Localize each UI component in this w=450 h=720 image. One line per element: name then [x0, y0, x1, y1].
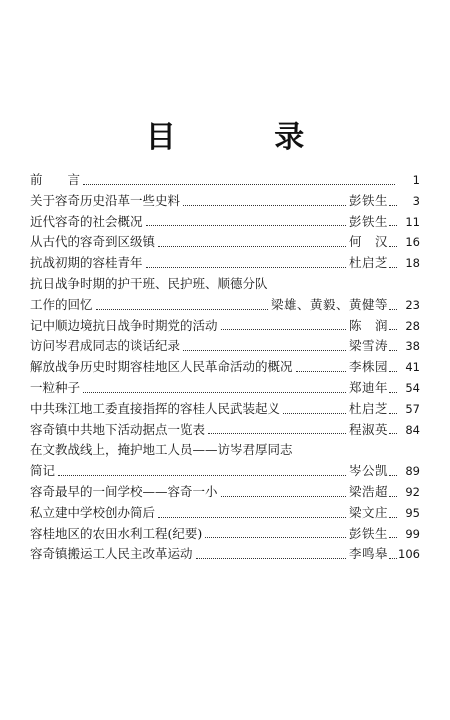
- dot-leader: [96, 309, 268, 310]
- dot-leader: [389, 350, 397, 351]
- toc-entry: [30, 274, 420, 295]
- toc-entry-title: 记中顺边境抗日战争时期党的活动: [30, 317, 218, 333]
- toc-entry-title: 容桂地区的农田水利工程(纪要): [30, 525, 203, 541]
- dot-leader: [296, 371, 346, 372]
- toc-entry-author: 梁浩超: [348, 483, 388, 499]
- dot-leader: [389, 371, 397, 372]
- toc-entry-title: 私立建中学校创办简后: [30, 504, 156, 520]
- toc-entry: [30, 524, 420, 545]
- page-title: 目 录: [145, 120, 349, 155]
- toc-entry: [30, 461, 420, 482]
- toc-entry-author: 郑迪年: [348, 379, 388, 395]
- toc-entry-title: 访问岑君成同志的谈话纪录: [30, 338, 181, 354]
- dot-leader: [205, 537, 346, 538]
- dot-leader: [389, 392, 397, 393]
- dot-leader: [221, 496, 346, 497]
- toc-entry: [30, 316, 420, 337]
- dot-leader: [389, 475, 397, 476]
- toc-entry-title: 关于容奇历史沿革一些史料: [30, 192, 181, 208]
- dot-leader: [58, 475, 346, 476]
- toc-entry-author: 岑公凯: [348, 463, 388, 479]
- toc-entry-title: 解放战争历史时期容桂地区人民革命活动的概况: [30, 359, 293, 375]
- toc-entry-author: 陈 润: [348, 317, 388, 333]
- dot-leader: [389, 496, 397, 497]
- toc-entry: [30, 191, 420, 212]
- toc-entry: [30, 295, 420, 316]
- toc-entry-page: 18: [405, 256, 420, 271]
- dot-leader: [283, 413, 346, 414]
- dot-leader: [196, 558, 346, 559]
- toc-entry-author: 彭铁生: [348, 213, 388, 229]
- toc-entry: [30, 399, 420, 420]
- dot-leader: [83, 392, 346, 393]
- toc-entry: [30, 378, 420, 399]
- toc-entry-title: 抗战初期的容桂青年: [30, 255, 143, 271]
- toc-entry-page: 84: [405, 422, 420, 437]
- toc-entry-title: 近代容奇的社会概况: [30, 213, 143, 229]
- dot-leader: [389, 246, 397, 247]
- toc-entry-page: 23: [405, 297, 420, 312]
- toc-entry-author: 彭铁生: [348, 192, 388, 208]
- toc-entry-title: 中共珠江地工委直接指挥的容桂人民武装起义: [30, 400, 281, 416]
- toc-entry: [30, 232, 420, 253]
- toc-entry: [30, 503, 420, 524]
- toc-entry-author: 彭铁生: [348, 525, 388, 541]
- dot-leader: [389, 517, 397, 518]
- dot-leader: [389, 537, 397, 538]
- dot-leader: [146, 267, 346, 268]
- toc-entry-page: 11: [405, 214, 420, 229]
- toc-entry-title: 抗日战争时期的护干班、民护班、顺德分队: [30, 275, 268, 291]
- toc-entry-page: 57: [405, 401, 420, 416]
- toc-entry-title: 前 言: [30, 172, 81, 187]
- toc-entry-page: 41: [405, 360, 420, 375]
- toc-entry-page: 89: [405, 464, 420, 479]
- toc-entry-author: 梁文庄: [348, 504, 388, 520]
- toc-entry: [30, 420, 420, 441]
- dot-leader: [389, 329, 397, 330]
- dot-leader: [389, 309, 397, 310]
- toc-entry-author: 杜启芝: [348, 400, 388, 416]
- toc-entry: [30, 544, 420, 565]
- toc-entry: [30, 212, 420, 233]
- dot-leader: [83, 184, 395, 185]
- toc-entry-title: 从古代的容奇到区级镇: [30, 234, 156, 250]
- dot-leader: [389, 267, 397, 268]
- toc-entry-page: 95: [405, 505, 420, 520]
- toc-entry: [30, 357, 420, 378]
- toc-entry-author: 李株园: [348, 359, 388, 375]
- toc-entry-page: 16: [405, 235, 420, 250]
- toc-entry-title: 工作的回忆: [30, 296, 93, 312]
- dot-leader: [183, 205, 346, 206]
- dot-leader: [221, 329, 346, 330]
- toc-entry-author: 梁雄、黄毅、黄健等: [270, 296, 388, 312]
- toc-entry-page: 92: [405, 484, 420, 499]
- toc-entry-page: 54: [405, 380, 420, 395]
- toc-entry-title: 容奇最早的一间学校——容奇一小: [30, 483, 218, 499]
- toc-entry-author: 杜启芝: [348, 255, 388, 271]
- dot-leader: [389, 558, 397, 559]
- toc-entry: [30, 482, 420, 503]
- toc-entry: [30, 170, 420, 191]
- toc-entry: [30, 253, 420, 274]
- dot-leader: [208, 433, 346, 434]
- toc-entry-author: 梁雪涛: [348, 338, 388, 354]
- toc-entry-author: 程淑英: [348, 421, 388, 437]
- toc-entry: [30, 336, 420, 357]
- dot-leader: [183, 350, 346, 351]
- dot-leader: [158, 517, 346, 518]
- dot-leader: [158, 246, 346, 247]
- dot-leader: [389, 225, 397, 226]
- toc-entry-title: 在文教战线上，掩护地工人员——访岑君厚同志: [30, 442, 293, 458]
- toc-entry-page: 106: [398, 547, 420, 562]
- toc-entry: [30, 440, 420, 461]
- toc-entry-page: 1: [412, 173, 420, 187]
- toc-entry-page: 99: [405, 526, 420, 541]
- toc-entry-page: 38: [405, 339, 420, 354]
- toc-entry-title: 简记: [30, 463, 56, 479]
- dot-leader: [389, 413, 397, 414]
- dot-leader: [389, 433, 397, 434]
- table-of-contents: [30, 170, 420, 565]
- toc-entry-author: 李鸣皋: [348, 546, 388, 562]
- toc-entry-author: 何 汉: [348, 234, 388, 250]
- toc-entry-title: 容奇镇中共地下活动据点一览表: [30, 421, 206, 437]
- toc-entry-page: 28: [405, 318, 420, 333]
- toc-entry-page: 3: [412, 193, 420, 208]
- dot-leader: [389, 205, 397, 206]
- dot-leader: [146, 225, 346, 226]
- toc-entry-title: 容奇镇搬运工人民主改革运动: [30, 546, 193, 562]
- toc-entry-title: 一粒种子: [30, 379, 81, 395]
